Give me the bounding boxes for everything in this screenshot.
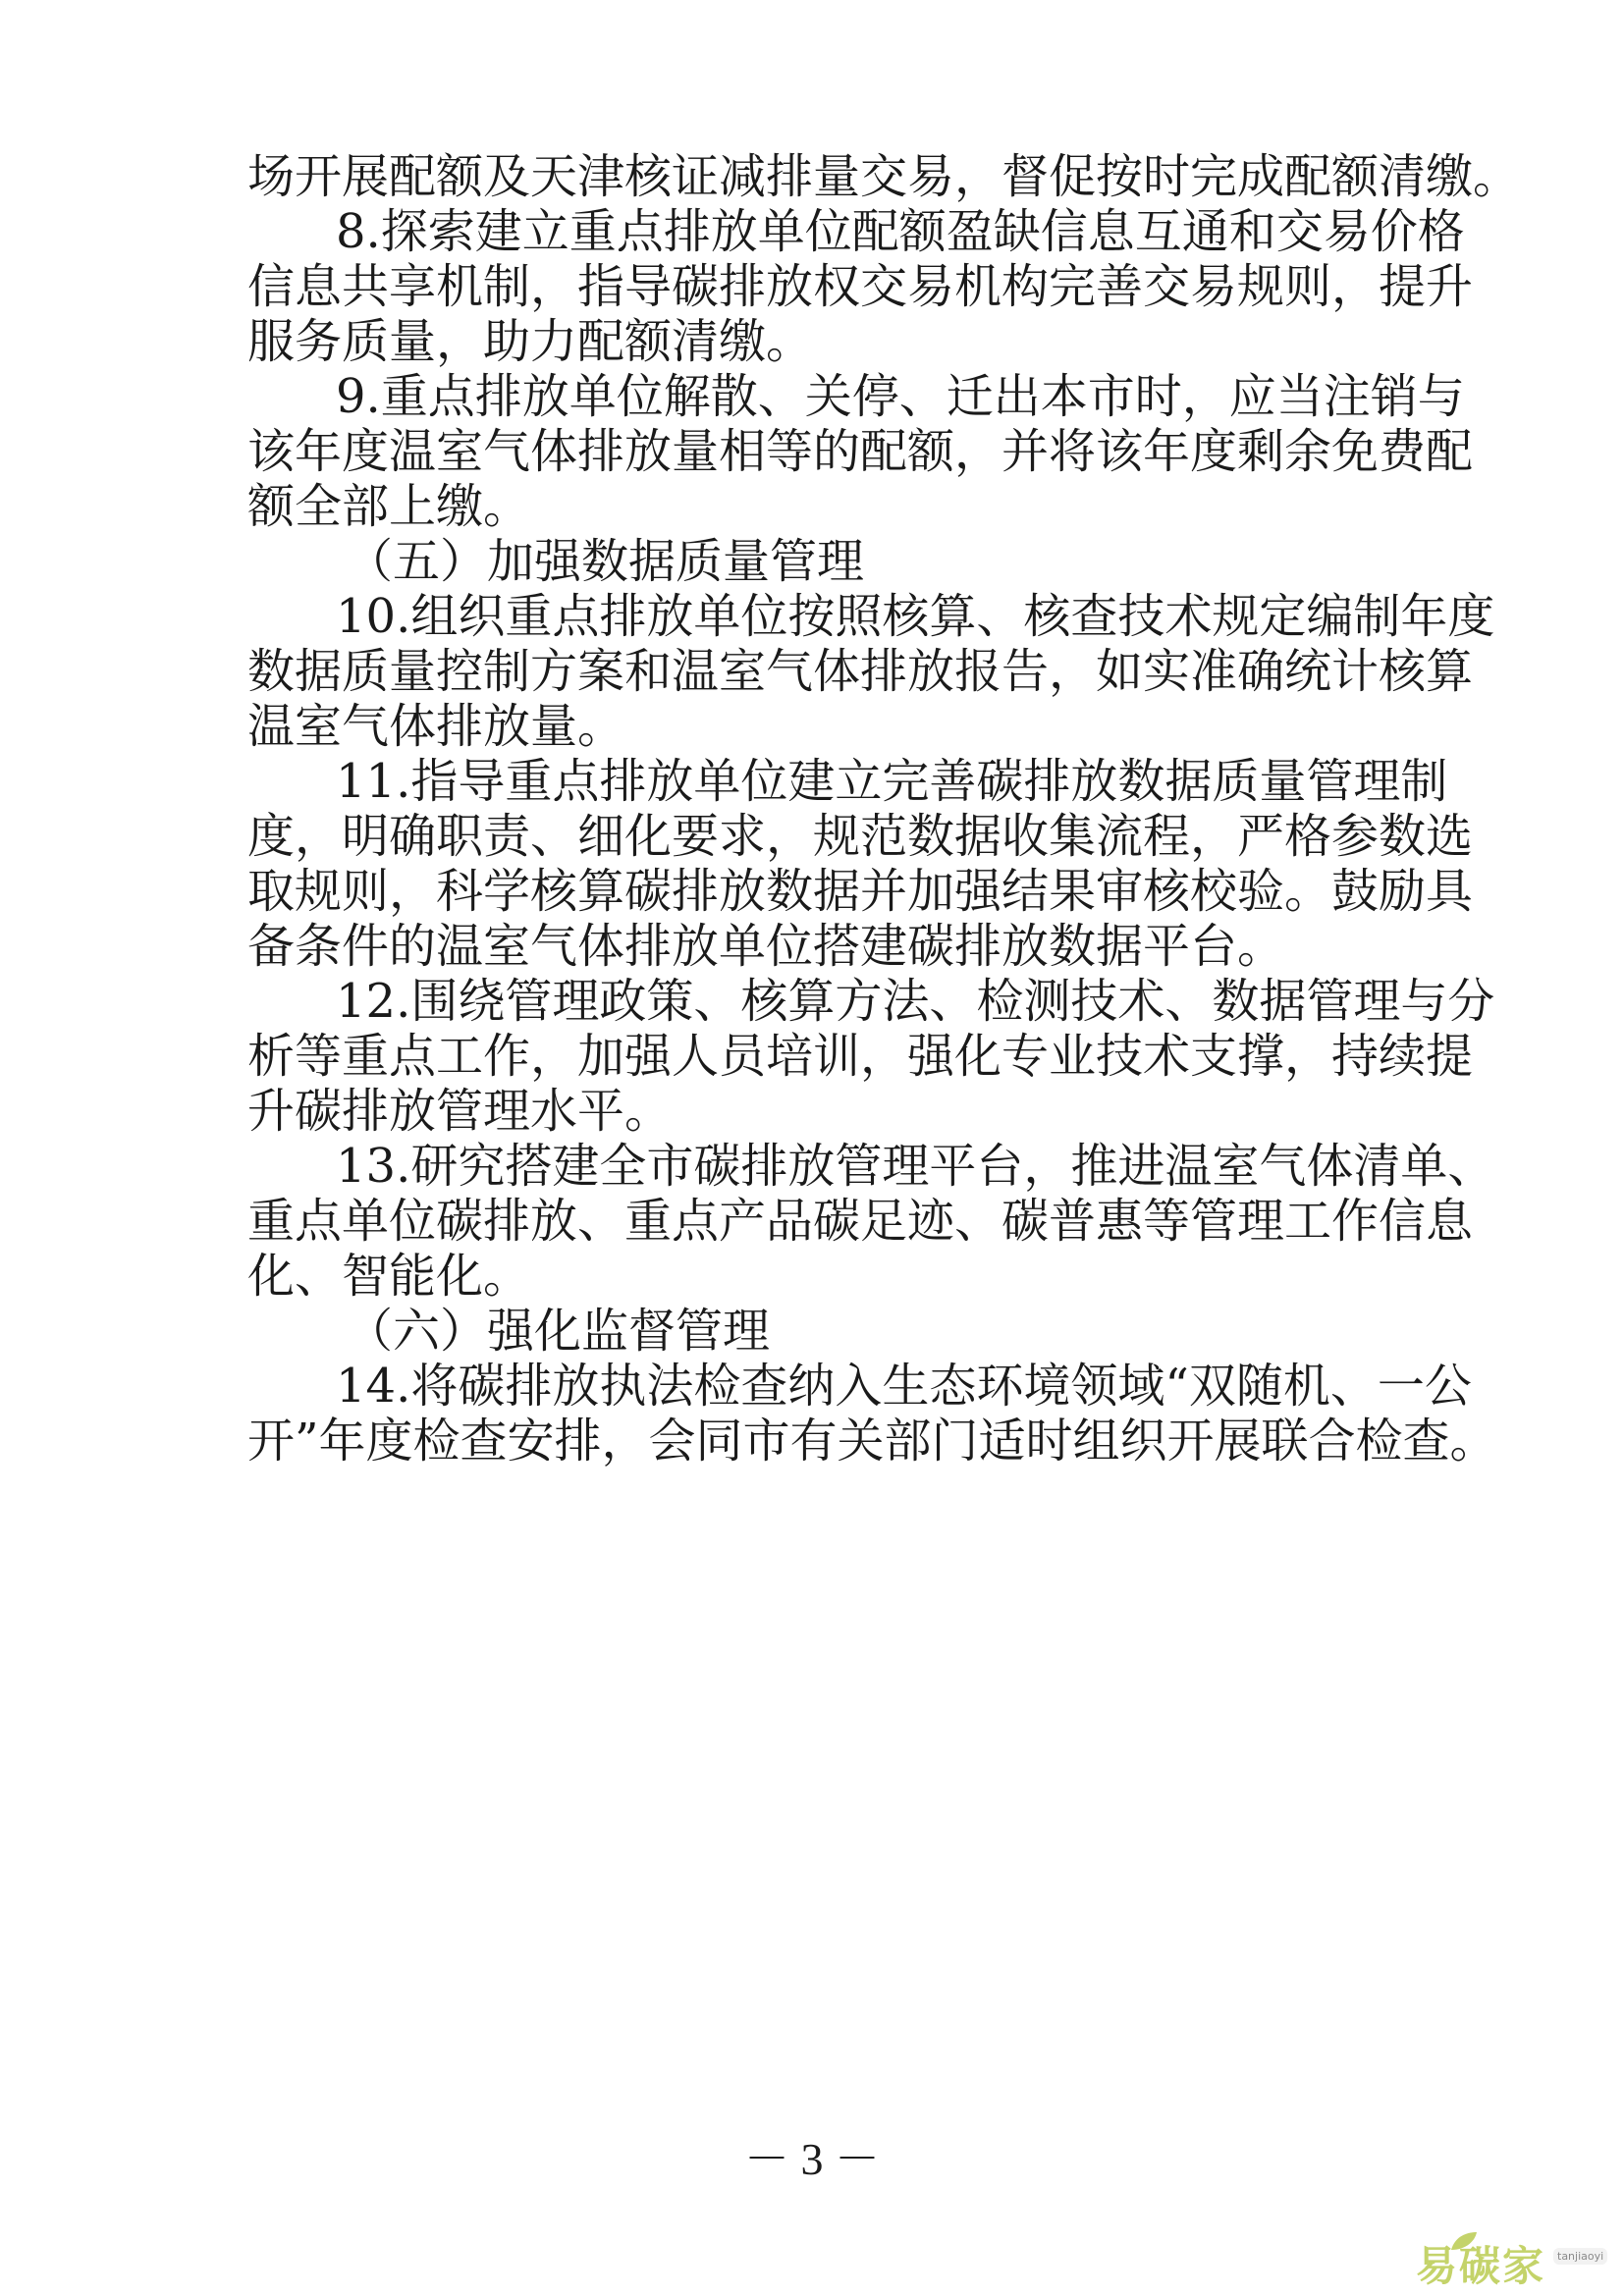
body-line: 度，明确职责、细化要求，规范数据收集流程，严格参数选	[247, 809, 1474, 864]
body-line: 开”年度检查安排，会同市有关部门适时组织开展联合检查。	[247, 1414, 1497, 1468]
body-line: 备条件的温室气体排放单位搭建碳排放数据平台。	[247, 919, 1285, 974]
section-heading-5: （五）加强数据质量管理	[346, 534, 865, 589]
page-number: － 3 －	[744, 2134, 880, 2184]
section-heading-6: （六）强化监督管理	[346, 1304, 771, 1359]
body-line: 数据质量控制方案和温室气体排放报告，如实准确统计核算	[247, 644, 1474, 699]
body-line: 额全部上缴。	[247, 479, 531, 534]
body-line: 升碳排放管理水平。	[247, 1084, 673, 1139]
body-line: 化、智能化。	[247, 1249, 531, 1304]
body-line: 场开展配额及天津核证减排量交易，督促按时完成配额清缴。	[247, 149, 1521, 204]
paragraph-13-start: 13.研究搭建全市碳排放管理平台，推进温室气体清单、	[336, 1139, 1495, 1194]
watermark-logo	[1406, 2230, 1612, 2289]
body-line: 信息共享机制，指导碳排放权交易机构完善交易规则，提升	[247, 259, 1474, 314]
paragraph-11-start: 11.指导重点排放单位建立完善碳排放数据质量管理制	[336, 754, 1448, 809]
body-line: 温室气体排放量。	[247, 699, 625, 754]
body-line: 析等重点工作，加强人员培训，强化专业技术支撑，持续提	[247, 1029, 1474, 1084]
body-line: 该年度温室气体排放量相等的配额，并将该年度剩余免费配	[247, 424, 1474, 479]
body-line: 取规则，科学核算碳排放数据并加强结果审核校验。鼓励具	[247, 864, 1474, 919]
paragraph-9-start: 9.重点排放单位解散、关停、迁出本市时，应当注销与	[336, 369, 1465, 424]
paragraph-14-start: 14.将碳排放执法检查纳入生态环境领域“双随机、一公	[336, 1359, 1472, 1414]
paragraph-12-start: 12.围绕管理政策、核算方法、检测技术、数据管理与分	[336, 974, 1495, 1029]
paragraph-10-start: 10.组织重点排放单位按照核算、核查技术规定编制年度	[336, 589, 1495, 644]
watermark-text: 易碳家	[1416, 2242, 1546, 2290]
body-line: 服务质量，助力配额清缴。	[247, 314, 814, 369]
watermark-domain: tanjiaoyi	[1553, 2248, 1607, 2265]
body-line: 重点单位碳排放、重点产品碳足迹、碳普惠等管理工作信息	[247, 1194, 1474, 1249]
paragraph-8-start: 8.探索建立重点排放单位配额盈缺信息互通和交易价格	[336, 204, 1465, 259]
